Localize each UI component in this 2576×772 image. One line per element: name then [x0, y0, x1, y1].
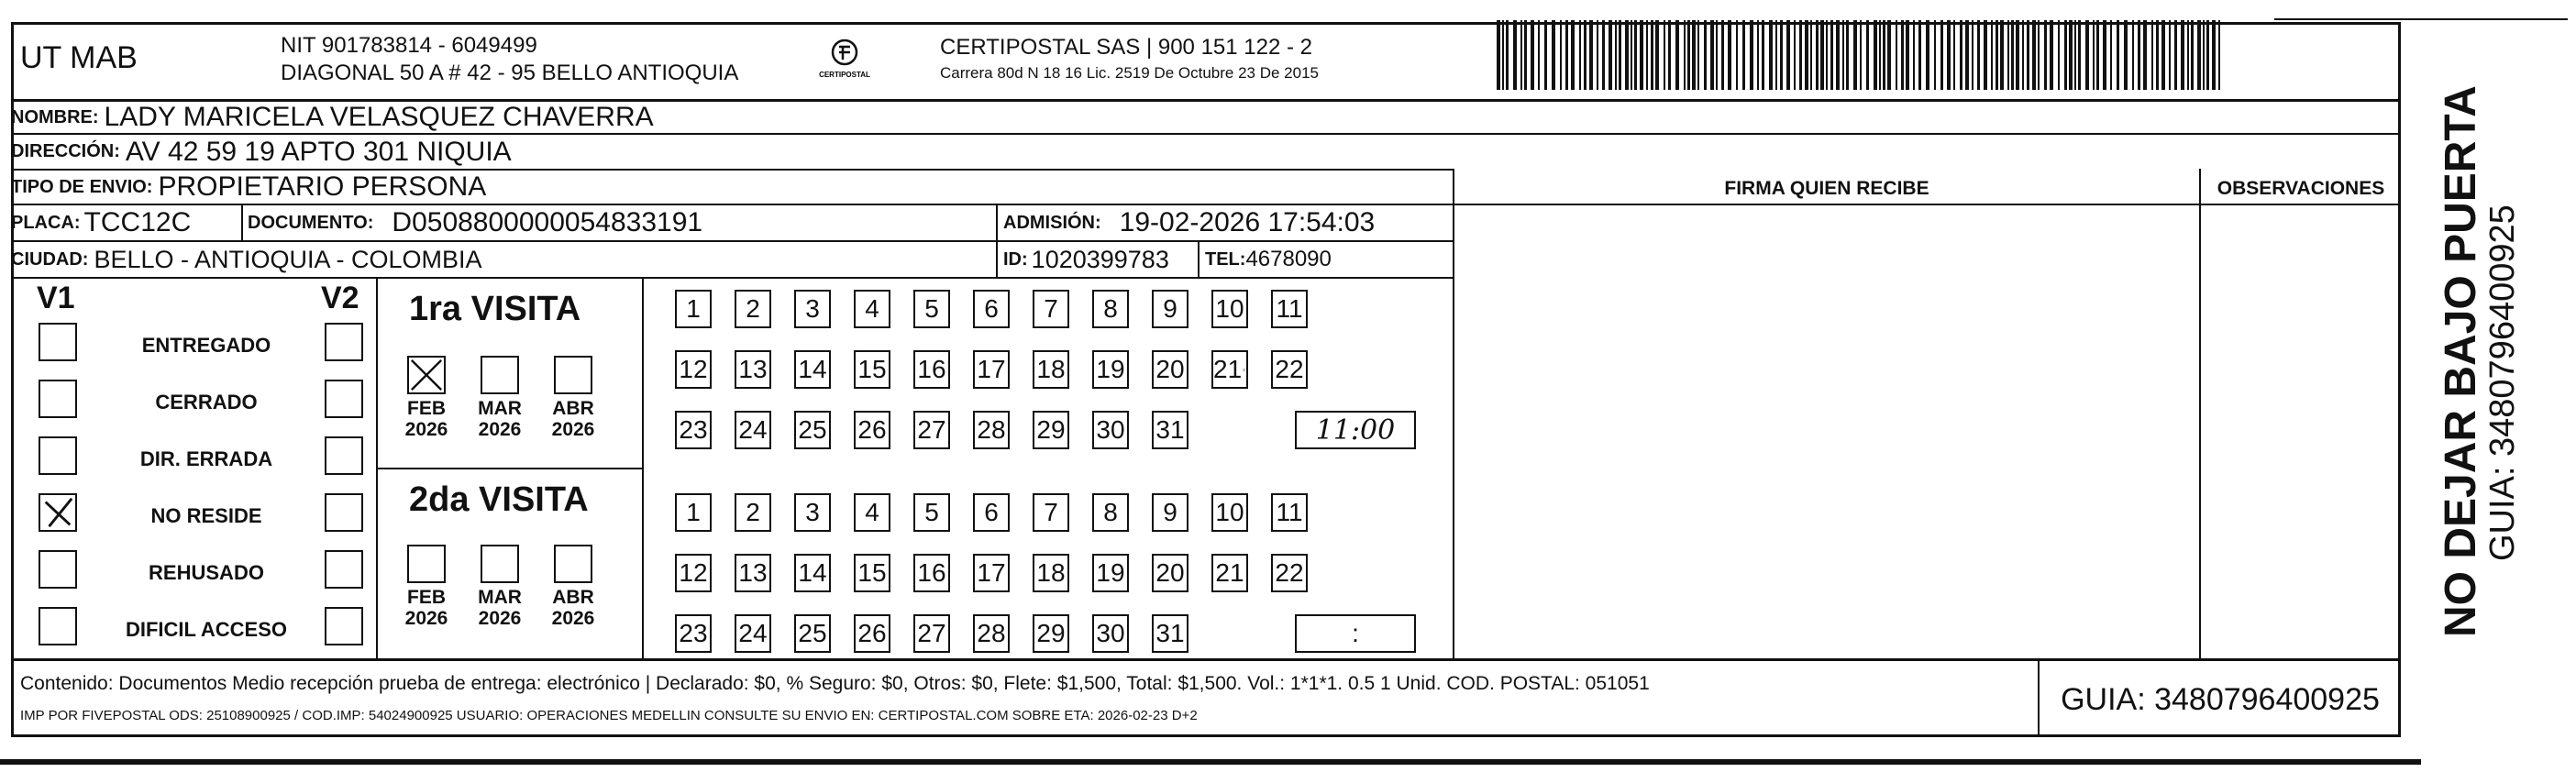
day-number: 13 — [738, 355, 768, 383]
plate-row — [11, 205, 191, 240]
day-number: 28 — [977, 415, 1006, 444]
day-box[interactable] — [735, 290, 771, 328]
day-number: 29 — [1036, 619, 1066, 647]
day-number: 8 — [1103, 294, 1118, 323]
tel-value: 4678090 — [1245, 247, 1332, 271]
day-box[interactable] — [1092, 411, 1129, 449]
month-year: 2026 — [404, 608, 448, 629]
month-checkbox[interactable] — [481, 356, 519, 394]
day-number: 13 — [738, 558, 768, 587]
day-number: 11 — [1276, 498, 1303, 526]
day-number: 17 — [977, 355, 1006, 383]
month-label — [546, 398, 601, 440]
day-box[interactable] — [735, 614, 771, 653]
plate-label: PLACA: — [11, 212, 81, 233]
day-number: 7 — [1044, 294, 1058, 323]
observations-area[interactable] — [2203, 205, 2399, 656]
row-divider-5 — [11, 277, 1454, 279]
footer-guia: GUIA: 3480796400925 — [2061, 682, 2380, 717]
carrier-license: Carrera 80d N 18 16 Lic. 2519 De Octubre 23 De 2015 — [940, 64, 1319, 82]
month-year: 2026 — [551, 608, 595, 629]
day-number: 30 — [1096, 415, 1125, 444]
day-box[interactable] — [1152, 411, 1188, 449]
tel-label: TEL: — [1205, 248, 1246, 270]
day-number: 18 — [1036, 558, 1066, 587]
day-box[interactable] — [1211, 350, 1248, 389]
day-box[interactable] — [735, 411, 771, 449]
admission-value: 19-02-2026 17:54:03 — [1119, 207, 1376, 237]
month-label — [399, 587, 454, 629]
day-number: 27 — [917, 415, 946, 444]
v2-checkbox[interactable] — [325, 436, 363, 475]
day-box[interactable] — [794, 290, 831, 328]
day-box[interactable] — [675, 411, 712, 449]
day-box[interactable] — [913, 493, 950, 532]
day-box[interactable] — [1152, 614, 1188, 653]
day-box[interactable] — [854, 493, 890, 532]
status-option-label: DIFICIL ACCESO — [125, 618, 287, 641]
day-box[interactable] — [973, 614, 1010, 653]
strike-mark-icon — [40, 495, 75, 530]
visit1-title: 1ra VISITA — [409, 290, 581, 328]
month-checkbox[interactable] — [407, 356, 446, 394]
status-option-label: DIR. ERRADA — [139, 447, 273, 470]
signature-area[interactable] — [1456, 205, 2197, 656]
day-number: 19 — [1096, 355, 1125, 383]
day-box[interactable] — [913, 411, 950, 449]
recipient-address-row — [11, 135, 512, 169]
day-box[interactable] — [735, 554, 771, 592]
day-box[interactable] — [1033, 554, 1069, 592]
day-number: 10 — [1215, 294, 1244, 323]
signature-header: FIRMA QUIEN RECIBE — [1724, 178, 1929, 199]
day-box[interactable] — [675, 350, 712, 389]
month-year: 2026 — [551, 419, 595, 440]
day-number: 22 — [1275, 355, 1304, 383]
strike-mark-icon — [1242, 368, 1246, 372]
day-box[interactable] — [1211, 493, 1248, 532]
day-box[interactable] — [1152, 290, 1188, 328]
shipment-type: PROPIETARIO PERSONA — [158, 171, 487, 202]
document-label: DOCUMENTO: — [248, 212, 374, 233]
time-box[interactable] — [1295, 411, 1416, 449]
observations-divider — [2199, 169, 2201, 658]
day-number: 26 — [857, 619, 887, 647]
plate-divider — [241, 204, 243, 240]
day-number: 25 — [798, 415, 827, 444]
day-box[interactable] — [1092, 614, 1129, 653]
day-box[interactable] — [1152, 554, 1188, 592]
footer-imp: IMP POR FIVEPOSTAL ODS: 25108900925 / COD.IMP: 54024900925 USUARIO: OPERACIONES MEDELLIN CONSULTE SU ENVIO EN: CERTIPOSTAL.COM SOBRE ETA: 2026-02-23 D+2 — [20, 708, 1198, 723]
observations-header: OBSERVACIONES — [2217, 178, 2385, 199]
company-address: DIAGONAL 50 A # 42 - 95 BELLO ANTIOQUIA — [281, 61, 739, 85]
month-year: 2026 — [478, 419, 522, 440]
carrier-name: CERTIPOSTAL SAS | 900 151 122 - 2 — [940, 35, 1312, 60]
day-box[interactable] — [1271, 290, 1308, 328]
day-box[interactable] — [854, 350, 890, 389]
month-year: 2026 — [404, 419, 448, 440]
day-box[interactable] — [913, 290, 950, 328]
day-number: 12 — [679, 558, 708, 587]
tel-row — [1205, 242, 1332, 277]
month-name: ABR — [552, 587, 594, 608]
day-box[interactable] — [1033, 614, 1069, 653]
day-number: 12 — [679, 355, 708, 383]
day-box[interactable] — [1271, 350, 1308, 389]
day-number: 20 — [1155, 355, 1185, 383]
status-option-label: REHUSADO — [149, 561, 264, 584]
day-number: 22 — [1275, 558, 1304, 587]
x-mark-icon — [409, 358, 444, 392]
day-box[interactable] — [854, 290, 890, 328]
day-number: 6 — [984, 294, 999, 323]
day-number: 30 — [1096, 619, 1125, 647]
day-box[interactable] — [1271, 554, 1308, 592]
month-name: FEB — [407, 398, 446, 419]
day-number: 3 — [805, 498, 820, 526]
plate-value: TCC12C — [83, 207, 192, 237]
day-number: 7 — [1044, 498, 1058, 526]
id-label: ID: — [1003, 248, 1028, 270]
day-number: 23 — [679, 619, 708, 647]
day-number: 4 — [865, 294, 879, 323]
day-box[interactable] — [1033, 350, 1069, 389]
day-number: 16 — [917, 355, 946, 383]
v2-checkbox[interactable] — [325, 380, 363, 418]
day-number: 10 — [1215, 498, 1244, 526]
day-number: 14 — [798, 558, 827, 587]
company-name: UT MAB — [20, 40, 138, 75]
status-option-label: ENTREGADO — [141, 334, 271, 357]
day-number: 26 — [857, 415, 887, 444]
day-number: 8 — [1103, 498, 1118, 526]
day-box[interactable] — [735, 350, 771, 389]
day-number: 5 — [924, 498, 939, 526]
day-number: 20 — [1155, 558, 1185, 587]
day-number: 4 — [865, 498, 879, 526]
day-number: 31 — [1155, 619, 1185, 647]
day-box[interactable] — [1152, 350, 1188, 389]
day-box[interactable] — [1271, 493, 1308, 532]
company-nit: NIT 901783814 - 6049499 — [281, 33, 537, 58]
city-label: CIUDAD: — [11, 248, 89, 270]
day-number: 24 — [738, 415, 768, 444]
month-label — [546, 587, 601, 629]
document-row — [248, 205, 702, 240]
month-label — [472, 398, 527, 440]
v2-label: V2 — [321, 281, 359, 315]
address-label: DIRECCIÓN: — [11, 141, 120, 161]
day-box[interactable] — [735, 493, 771, 532]
status-option-label: CERRADO — [155, 391, 258, 414]
day-number: 18 — [1036, 355, 1066, 383]
city-value: BELLO - ANTIOQUIA - COLOMBIA — [94, 245, 482, 273]
side-notice: NO DEJAR BAJO PUERTA — [2437, 85, 2485, 637]
day-number: 24 — [738, 619, 768, 647]
v1-checkbox[interactable] — [39, 607, 77, 645]
v1-label: V1 — [37, 281, 75, 315]
admission-row — [1003, 205, 1375, 240]
day-number: 23 — [679, 415, 708, 444]
day-box[interactable] — [675, 554, 712, 592]
day-number: 9 — [1163, 498, 1177, 526]
day-box[interactable] — [1033, 411, 1069, 449]
day-number: 21 — [1215, 558, 1244, 587]
month-year: 2026 — [478, 608, 522, 629]
v1-checkbox[interactable] — [39, 550, 77, 589]
visit-divider — [642, 277, 644, 658]
admission-divider — [996, 204, 998, 277]
time-value: : — [1352, 619, 1359, 647]
v2-checkbox[interactable] — [325, 607, 363, 645]
day-number: 9 — [1163, 294, 1177, 323]
month-checkbox[interactable] — [481, 545, 519, 583]
month-label — [472, 587, 527, 629]
day-box[interactable] — [1152, 493, 1188, 532]
day-number: 2 — [746, 498, 760, 526]
day-number: 15 — [857, 558, 887, 587]
v2-checkbox[interactable] — [325, 323, 363, 361]
month-label — [399, 398, 454, 440]
day-box[interactable] — [913, 350, 950, 389]
bottom-rule — [0, 759, 2421, 765]
day-number: 5 — [924, 294, 939, 323]
name-label: NOMBRE: — [11, 106, 99, 127]
day-number: 31 — [1155, 415, 1185, 444]
v1-checkbox[interactable] — [39, 436, 77, 475]
day-box[interactable] — [675, 493, 712, 532]
day-box[interactable] — [1033, 290, 1069, 328]
side-guia: GUIA: 3480796400925 — [2483, 204, 2522, 561]
id-row — [1003, 242, 1169, 277]
month-checkbox[interactable] — [554, 545, 592, 583]
day-number: 21 — [1213, 355, 1243, 383]
admission-label: ADMISIÓN: — [1003, 212, 1101, 233]
type-label: TIPO DE ENVIO: — [11, 176, 153, 197]
day-box[interactable] — [794, 493, 831, 532]
recipient-address: AV 42 59 19 APTO 301 NIQUIA — [125, 136, 512, 167]
day-box[interactable] — [973, 350, 1010, 389]
v1-checkbox[interactable] — [39, 493, 77, 532]
day-box[interactable] — [794, 350, 831, 389]
day-number: 3 — [805, 294, 820, 323]
day-number: 6 — [984, 498, 999, 526]
visit2-title: 2da VISITA — [409, 480, 589, 519]
day-box[interactable] — [794, 614, 831, 653]
day-number: 1 — [686, 498, 701, 526]
month-name: MAR — [478, 398, 522, 419]
logo-text: CERTIPOSTAL — [819, 71, 870, 79]
day-box[interactable] — [1033, 493, 1069, 532]
day-box[interactable] — [854, 614, 890, 653]
day-number: 28 — [977, 619, 1006, 647]
signature-divider — [1453, 169, 1454, 658]
v2-checkbox[interactable] — [325, 550, 363, 589]
document-value: D0508800000054833191 — [392, 207, 703, 237]
day-box[interactable] — [794, 411, 831, 449]
recipient-name-row — [11, 101, 654, 134]
v1-checkbox[interactable] — [39, 323, 77, 361]
day-box[interactable] — [854, 411, 890, 449]
footer-divider — [11, 658, 2401, 661]
time-box[interactable] — [1295, 614, 1416, 653]
footer-content: Contenido: Documentos Medio recepción prueba de entrega: electrónico | Declarado: $0, % Seguro: $0, Otros: $0, Flete: $1,500, Total: $1,500. Vol.: 1*1*1. 0.5 1 Unid. COD. POSTAL: 051051 — [20, 673, 1650, 694]
time-value: 11:00 — [1315, 414, 1396, 447]
month-name: FEB — [407, 587, 446, 608]
day-box[interactable] — [973, 493, 1010, 532]
month-name: ABR — [552, 398, 594, 419]
day-number: 25 — [798, 619, 827, 647]
day-box[interactable] — [973, 554, 1010, 592]
day-number: 27 — [917, 619, 946, 647]
day-box[interactable] — [675, 290, 712, 328]
day-box[interactable] — [1092, 493, 1129, 532]
day-box[interactable] — [1211, 290, 1248, 328]
day-number: 14 — [798, 355, 827, 383]
day-box[interactable] — [794, 554, 831, 592]
day-box[interactable] — [973, 411, 1010, 449]
day-number: 16 — [917, 558, 946, 587]
day-number: 2 — [746, 294, 760, 323]
day-number: 17 — [977, 558, 1006, 587]
day-box[interactable] — [913, 554, 950, 592]
month-name: MAR — [478, 587, 522, 608]
visit-split — [376, 468, 642, 469]
day-number: 1 — [686, 294, 701, 323]
day-box[interactable] — [1211, 554, 1248, 592]
id-value: 1020399783 — [1031, 245, 1169, 273]
day-box[interactable] — [1092, 554, 1129, 592]
v1-checkbox[interactable] — [39, 380, 77, 418]
day-box[interactable] — [973, 290, 1010, 328]
id-divider — [1198, 240, 1200, 277]
v2-checkbox[interactable] — [325, 493, 363, 532]
status-option-label: NO RESIDE — [150, 504, 262, 527]
day-box[interactable] — [854, 554, 890, 592]
shipment-type-row — [11, 171, 486, 204]
day-box[interactable] — [1092, 290, 1129, 328]
day-number: 29 — [1036, 415, 1066, 444]
month-checkbox[interactable] — [554, 356, 592, 394]
top-right-rule — [2274, 18, 2568, 20]
day-number: 19 — [1096, 558, 1125, 587]
day-box[interactable] — [675, 614, 712, 653]
day-box[interactable] — [1092, 350, 1129, 389]
day-box[interactable] — [913, 614, 950, 653]
month-checkbox[interactable] — [407, 545, 446, 583]
recipient-name: LADY MARICELA VELASQUEZ CHAVERRA — [104, 102, 654, 132]
day-number: 15 — [857, 355, 887, 383]
city-row — [11, 242, 482, 277]
day-number: 11 — [1276, 294, 1303, 323]
